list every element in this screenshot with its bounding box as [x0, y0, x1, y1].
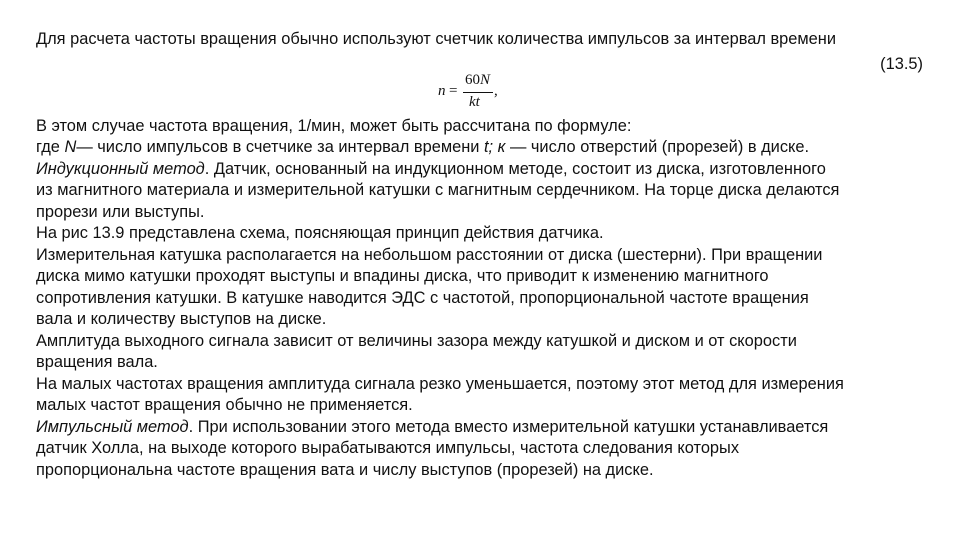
variable-N: N [64, 138, 77, 156]
induction-method-term: Индукционный метод [36, 160, 205, 178]
text-line-induction [36, 159, 936, 180]
text-line-variables [36, 137, 936, 158]
text-fragment: . Датчик, основанный на индукционном методе, состоит из диска, изготовленного [204, 160, 826, 178]
text-line: На рис 13.9 представлена схема, поясняющая принцип действия датчика. [36, 224, 604, 242]
intro-text: Для расчета частоты вращения обычно используют счетчик количества импульсов за интервал времени [36, 30, 837, 48]
text-line: Амплитуда выходного сигнала зависит от величины зазора между катушкой и диском и от скорости [36, 332, 797, 350]
rotation-frequency-formula [438, 70, 518, 114]
pulse-method-term: Импульсный метод [36, 418, 189, 436]
formula-denominator: kt [469, 94, 480, 110]
formula-numerator-coef: 60 [465, 72, 480, 88]
text-line: На малых частотах вращения амплитуда сигнала резко уменьшается, поэтому этот метод для измерения [36, 375, 844, 393]
text-line: пропорциональна частоте вращения вата и числу выступов (прорезей) на диске. [36, 461, 654, 479]
text-line: вала и количеству выступов на диске. [36, 310, 327, 328]
text-line: малых частот вращения обычно не применяется. [36, 396, 413, 414]
text-line: диска мимо катушки проходят выступы и впадины диска, что приводит к изменению магнитного [36, 267, 769, 285]
text-line: В этом случае частота вращения, 1/мин, может быть рассчитана по формуле: [36, 117, 632, 135]
text-fragment: — число импульсов в счетчике за интервал времени [76, 138, 484, 156]
formula-equals: = [449, 83, 458, 99]
text-line: прорези или выступы. [36, 203, 205, 221]
equation-number: (13.5) [880, 55, 923, 73]
formula-numerator [465, 72, 490, 89]
text-line: сопротивления катушки. В катушке наводится ЭДС с частотой, пропорциональной частоте вращения [36, 289, 809, 307]
variable-t-k: t; к [483, 138, 506, 156]
formula-fraction-bar [463, 92, 493, 93]
text-line: вращения вала. [36, 353, 158, 371]
text-line-pulse [36, 417, 936, 438]
text-line: датчик Холла, на выходе которого вырабатываются импульсы, частота следования которых [36, 439, 740, 457]
text-line: из магнитного материала и измерительной катушки с магнитным сердечником. На торце диска делаются [36, 181, 840, 199]
formula-lhs: n [438, 83, 446, 99]
text-line: Измерительная катушка располагается на небольшом расстоянии от диска (шестерни). При вращении [36, 246, 823, 264]
text-fragment: . При использовании этого метода вместо измерительной катушки устанавливается [188, 418, 829, 436]
text-fragment: где [36, 138, 65, 156]
formula-numerator-var: N [480, 72, 491, 88]
formula-comma: , [494, 83, 498, 99]
text-fragment: — число отверстий (прорезей) в диске. [505, 138, 810, 156]
